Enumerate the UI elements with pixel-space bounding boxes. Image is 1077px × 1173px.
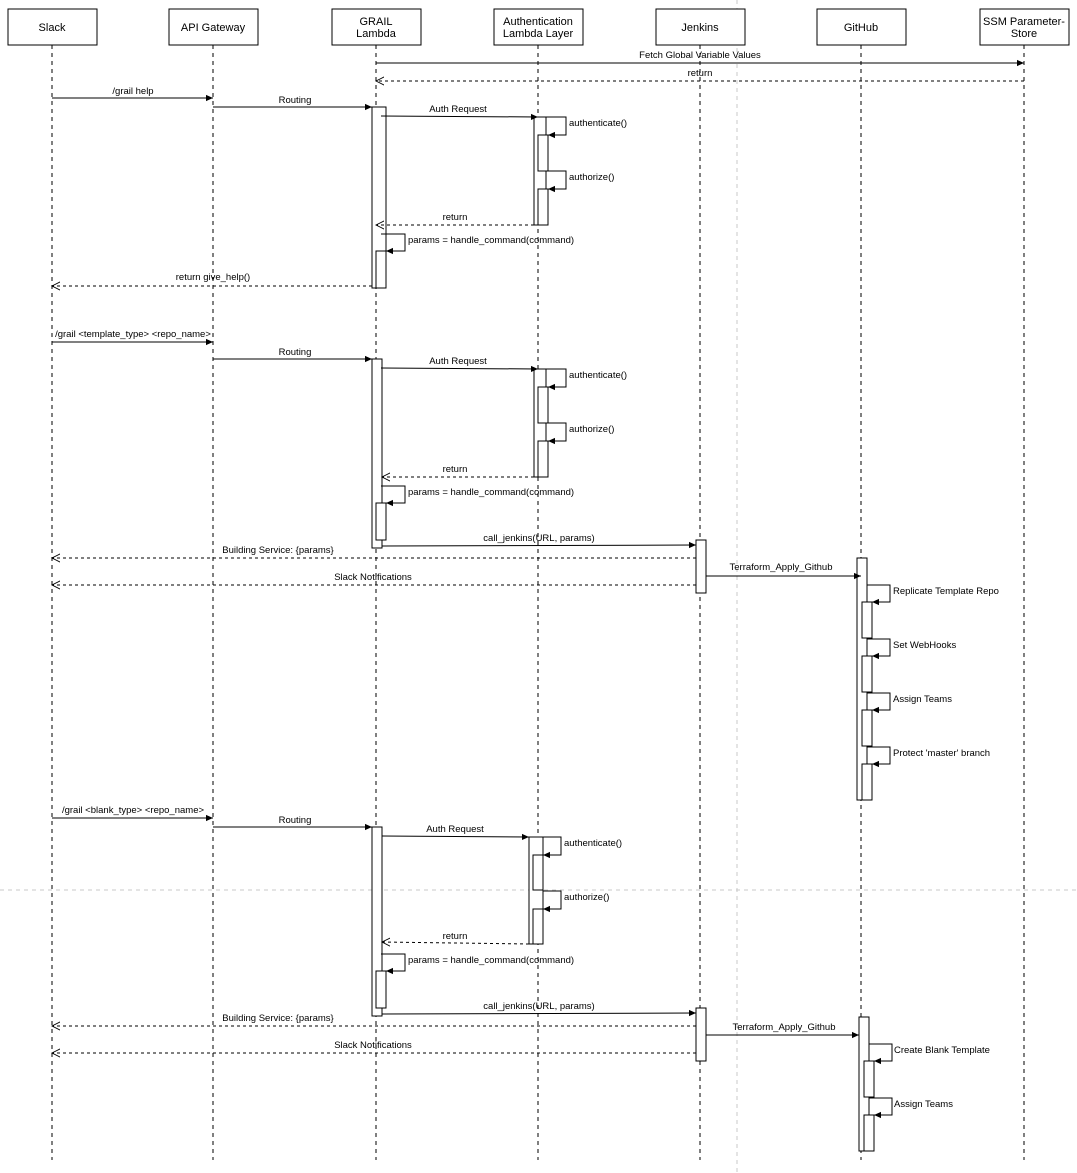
- message-label: return: [442, 931, 468, 942]
- message-label: return give_help(): [175, 272, 251, 283]
- actor-jenkins[interactable]: [656, 9, 745, 45]
- message-label: /grail <template_type> <repo_name>: [55, 329, 211, 340]
- message-label: Protect 'master' branch: [893, 748, 991, 759]
- message-auth-request-3: [382, 824, 529, 837]
- actor-api-gateway[interactable]: [169, 9, 258, 45]
- actor-label: SSM Parameter-: [983, 16, 1065, 28]
- message-label: authenticate(): [569, 118, 628, 129]
- actor-auth-layer[interactable]: [494, 9, 583, 45]
- message-label: authorize(): [564, 892, 610, 903]
- message-terraform-3: [706, 1022, 859, 1035]
- message-label: call_jenkins(URL, params): [483, 1001, 595, 1012]
- message-routing-1: [213, 95, 372, 107]
- activation-jenkins-3: [696, 1008, 706, 1061]
- message-authenticate-3: [543, 837, 622, 855]
- message-auth-return-1: [376, 212, 534, 225]
- message-label: Building Service: {params}: [222, 1013, 334, 1024]
- message-assign-teams-3: [869, 1098, 953, 1115]
- message-label: Create Blank Template: [894, 1045, 990, 1056]
- message-return-help: [52, 272, 372, 286]
- activation-lambda-3-self: [376, 971, 386, 1008]
- message-label: Replicate Template Repo: [893, 586, 999, 597]
- self-call-arrow: [546, 369, 566, 387]
- message-cmd-help: [52, 86, 213, 98]
- message-label: authenticate(): [564, 838, 623, 849]
- message-label: call_jenkins(URL, params): [483, 533, 595, 544]
- message-authorize-2: [546, 423, 614, 441]
- message-handle-command-2: [381, 486, 574, 503]
- message-label: Auth Request: [429, 356, 487, 367]
- message-arrow: [382, 1013, 696, 1014]
- message-label: params = handle_command(command): [408, 235, 575, 246]
- self-call-arrow: [867, 747, 890, 764]
- message-routing-3: [213, 815, 372, 827]
- activation-auth-2-self-b: [538, 441, 548, 477]
- message-arrow: [381, 368, 538, 369]
- self-call-arrow: [546, 423, 566, 441]
- actor-label: Lambda Layer: [502, 28, 574, 40]
- message-authenticate-2: [546, 369, 627, 387]
- message-label: Assign Teams: [894, 1099, 953, 1110]
- message-auth-request-1: [381, 104, 538, 117]
- activation-auth-1-self-b: [538, 189, 548, 225]
- message-handle-command-1: [381, 234, 574, 251]
- message-label: /grail help: [112, 86, 154, 97]
- message-call-jenkins-2: [382, 533, 696, 546]
- activation-auth-2-self-a: [538, 387, 548, 423]
- activation-github-2-self-d: [862, 764, 872, 800]
- message-authorize-1: [546, 171, 614, 189]
- self-call-arrow: [867, 693, 890, 710]
- actor-label: GitHub: [843, 22, 879, 34]
- message-auth-request-2: [381, 356, 538, 369]
- message-label: Terraform_Apply_Github: [729, 562, 833, 573]
- message-label: Assign Teams: [893, 694, 952, 705]
- message-label: Routing: [278, 815, 312, 826]
- message-arrow: [382, 836, 529, 837]
- message-label: Building Service: {params}: [222, 545, 334, 556]
- message-terraform-2: [706, 562, 861, 576]
- message-label: authorize(): [569, 424, 615, 435]
- activation-github-2-self-b: [862, 656, 872, 692]
- message-routing-2: [213, 347, 372, 359]
- actor-label: Authentication: [503, 16, 573, 28]
- activation-github-2-self-a: [862, 602, 872, 638]
- activation-auth-3-self-b: [533, 909, 543, 944]
- actor-grail-lambda[interactable]: [332, 9, 421, 45]
- activation-github-3-self-b: [864, 1115, 874, 1151]
- self-call-arrow: [867, 585, 890, 602]
- message-label: /grail <blank_type> <repo_name>: [61, 805, 205, 816]
- actor-label: Store: [1010, 28, 1038, 40]
- message-authorize-3: [543, 891, 609, 909]
- activation-jenkins-2: [696, 540, 706, 593]
- message-arrow: [382, 545, 696, 546]
- message-label: Auth Request: [429, 104, 487, 115]
- message-label: Slack Notifications: [334, 1040, 412, 1051]
- message-replicate-repo: [867, 585, 999, 602]
- message-auth-return-3: [382, 931, 529, 944]
- self-call-arrow: [543, 891, 561, 909]
- message-cmd-blank: [52, 805, 213, 818]
- self-call-arrow: [869, 1044, 892, 1061]
- message-authenticate-1: [546, 117, 627, 135]
- message-call-jenkins-3: [382, 1001, 696, 1014]
- actor-ssm-parameter-store[interactable]: [980, 9, 1069, 45]
- message-label: return: [442, 212, 468, 223]
- message-handle-command-3: [381, 954, 574, 971]
- message-label: params = handle_command(command): [408, 955, 575, 966]
- message-create-blank: [869, 1044, 990, 1061]
- self-call-arrow: [543, 837, 561, 855]
- activation-github-2-self-c: [862, 710, 872, 746]
- activation-auth-1-self-a: [538, 135, 548, 171]
- message-label: Routing: [278, 347, 312, 358]
- self-call-arrow: [381, 486, 405, 503]
- actor-label: Slack: [38, 22, 66, 34]
- message-protect-master: [867, 747, 990, 764]
- return-arrow: [382, 942, 529, 944]
- message-label: Set WebHooks: [893, 640, 957, 651]
- message-label: return: [442, 464, 468, 475]
- message-auth-return-2: [382, 464, 534, 477]
- message-label: return: [687, 68, 713, 79]
- message-slack-notifications-2: [52, 572, 696, 585]
- message-label: authorize(): [569, 172, 615, 183]
- self-call-arrow: [381, 954, 405, 971]
- message-label: Fetch Global Variable Values: [639, 50, 761, 61]
- message-set-webhooks: [867, 639, 956, 656]
- message-label: Routing: [278, 95, 312, 106]
- activations: [372, 107, 874, 1151]
- activation-lambda-2-self: [376, 503, 386, 540]
- message-arrow: [381, 116, 538, 117]
- actor-label: Jenkins: [681, 22, 719, 34]
- actor-label: API Gateway: [180, 22, 246, 34]
- message-cmd-template: [52, 329, 213, 342]
- message-label: Auth Request: [426, 824, 484, 835]
- actor-github[interactable]: [817, 9, 906, 45]
- self-call-arrow: [546, 117, 566, 135]
- message-label: Terraform_Apply_Github: [732, 1022, 836, 1033]
- activation-lambda-1-self: [376, 251, 386, 288]
- message-label: Slack Notifications: [334, 572, 412, 583]
- message-label: authenticate(): [569, 370, 628, 381]
- actor-label: Lambda: [356, 28, 396, 40]
- activation-auth-3-self-a: [533, 855, 543, 890]
- actor-label: GRAIL: [359, 16, 393, 28]
- self-call-arrow: [546, 171, 566, 189]
- self-call-arrow: [869, 1098, 892, 1115]
- activation-github-3-self-a: [864, 1061, 874, 1097]
- self-call-arrow: [867, 639, 890, 656]
- message-assign-teams-2: [867, 693, 952, 710]
- message-label: params = handle_command(command): [408, 487, 575, 498]
- actor-slack[interactable]: [8, 9, 97, 45]
- message-slack-notifications-3: [52, 1040, 696, 1053]
